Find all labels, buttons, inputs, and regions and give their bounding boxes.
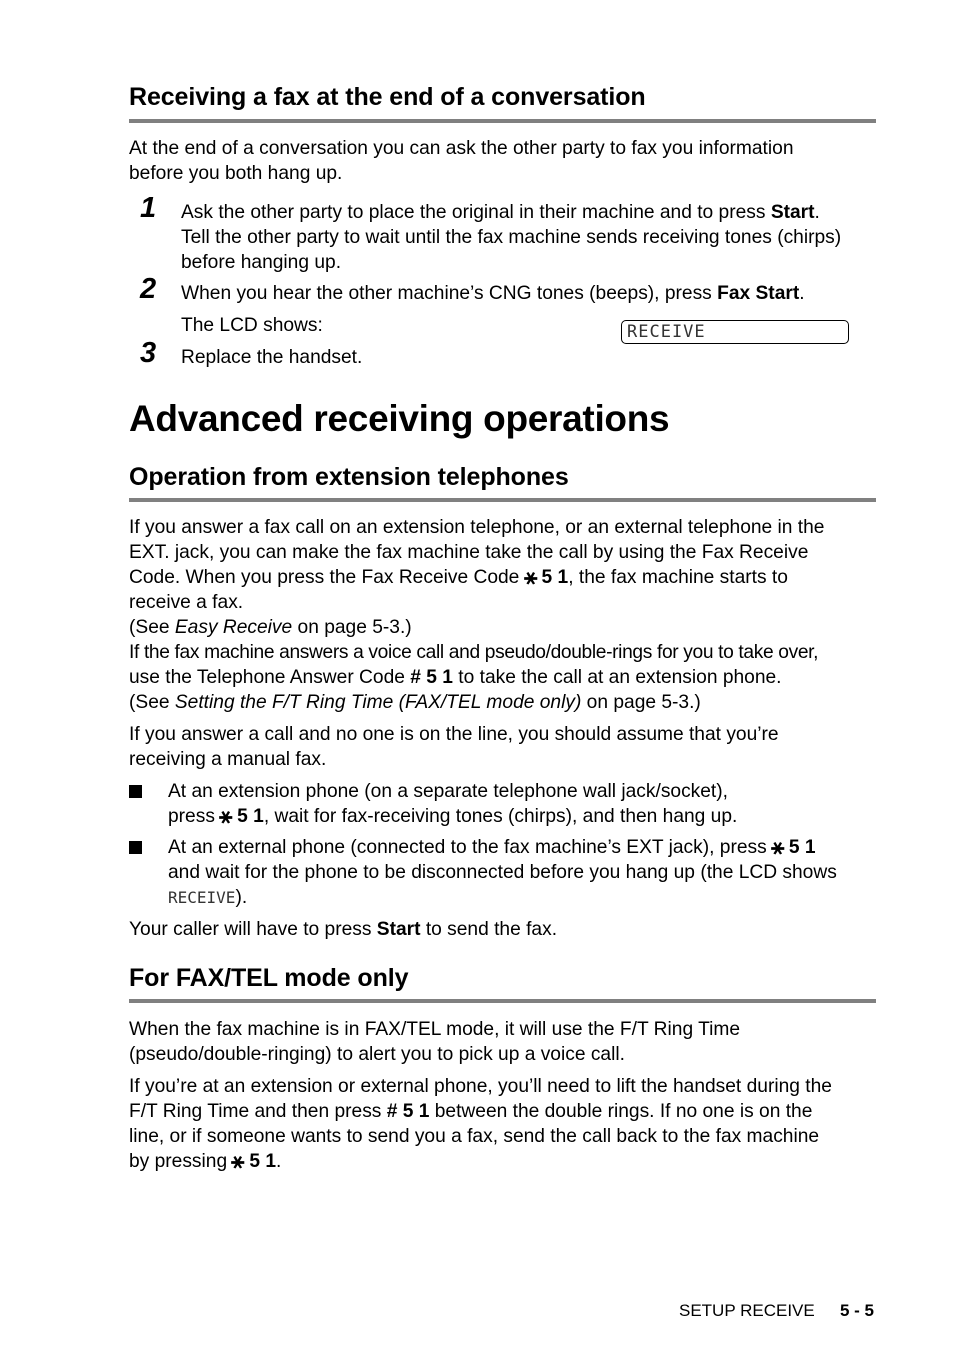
extension-paragraph: If you answer a fax call on an extension telephone, or an external telephone in the EXT. jack, you can make the fax machine take the call by using the Fax Receive Code. When you press the Fax Receive Code ⚹ 5 1, the fax machine starts to receive a fax. (See Easy Receive on page 5-3.) If the fax machine answers a voice call and pseudo/double-rings for you to take over, use the Telephone Answer Code # 5 1 to take the call at an extension phone. (See Setting the F/T Ring Time (FAX/TEL mode only) on page 5-3.) — [129, 517, 825, 713]
section-heading-receiving-end-conversation: Receiving a fax at the end of a conversation — [129, 83, 646, 111]
bullet-square — [129, 841, 142, 854]
ft-ring-time-reference: Setting the F/T Ring Time (FAX/TEL mode only) — [174, 692, 582, 713]
section-heading-fax-tel-mode: For FAX/TEL mode only — [129, 964, 409, 992]
footer-page-number: 5 - 5 — [840, 1301, 875, 1320]
bullet-extension-phone: At an extension phone (on a separate telephone wall jack/socket), press ⚹ 5 1, wait for fax-receiving tones (chirps), and then hang up. — [168, 779, 880, 829]
star-icon: ⚹ — [771, 835, 785, 860]
section-rule — [129, 119, 876, 123]
step-number-2: 2 — [140, 273, 157, 305]
manual-fax-paragraph: If you answer a call and no one is on the line, you should assume that you’re receiving a manual fax. — [129, 724, 779, 770]
lcd-shows-label: The LCD shows: — [181, 315, 323, 336]
lcd-inline-text: RECEIVE — [168, 888, 236, 907]
section-rule — [129, 999, 876, 1003]
step-1-text: Ask the other party to place the original in their machine and to press Start. Tell the other party to wait until the fax machine sends receiving tones (chirps) before hanging up. — [181, 202, 842, 273]
caller-start-paragraph: Your caller will have to press Start to send the fax. — [129, 919, 558, 940]
chapter-heading: Advanced receiving operations — [129, 398, 670, 439]
bullet-external-phone: At an external phone (connected to the fax machine’s EXT jack), press ⚹ 5 1 and wait for the phone to be disconnected before you hang up (the LCD shows RECEIVE). — [168, 835, 880, 910]
fax-tel-paragraph-1: When the fax machine is in FAX/TEL mode, it will use the F/T Ring Time (pseudo/double-ringing) to alert you to pick up a voice call. — [129, 1019, 741, 1065]
start-key: Start — [770, 202, 815, 223]
lcd-text: RECEIVE — [627, 322, 706, 342]
section-rule — [129, 498, 876, 502]
lcd-display — [621, 320, 849, 344]
star-icon: ⚹ — [219, 804, 233, 829]
step-3-text: Replace the handset. — [181, 347, 363, 368]
section-heading-extension-telephones: Operation from extension telephones — [129, 463, 569, 491]
star-icon: ⚹ — [523, 565, 538, 590]
bullet-square — [129, 785, 142, 798]
star-icon: ⚹ — [231, 1149, 245, 1174]
step-number-3: 3 — [140, 337, 157, 369]
step-2-text: When you hear the other machine’s CNG tones (beeps), press Fax Start. — [181, 283, 805, 304]
fax-tel-paragraph-2: If you’re at an extension or external phone, you’ll need to lift the handset during the F/T Ring Time and then press # 5 1 between the double rings. If no one is on the line, or if someone wants to send you a fax, send the call back to the fax machine by pressing ⚹ 5 1. — [129, 1074, 879, 1174]
fax-start-key: Fax Start — [717, 283, 800, 304]
footer-section-name: SETUP RECEIVE — [679, 1301, 815, 1320]
intro-paragraph: At the end of a conversation you can ask the other party to fax you information before you both hang up. — [129, 138, 794, 184]
step-number-1: 1 — [140, 192, 157, 224]
easy-receive-reference: Easy Receive — [174, 617, 293, 638]
